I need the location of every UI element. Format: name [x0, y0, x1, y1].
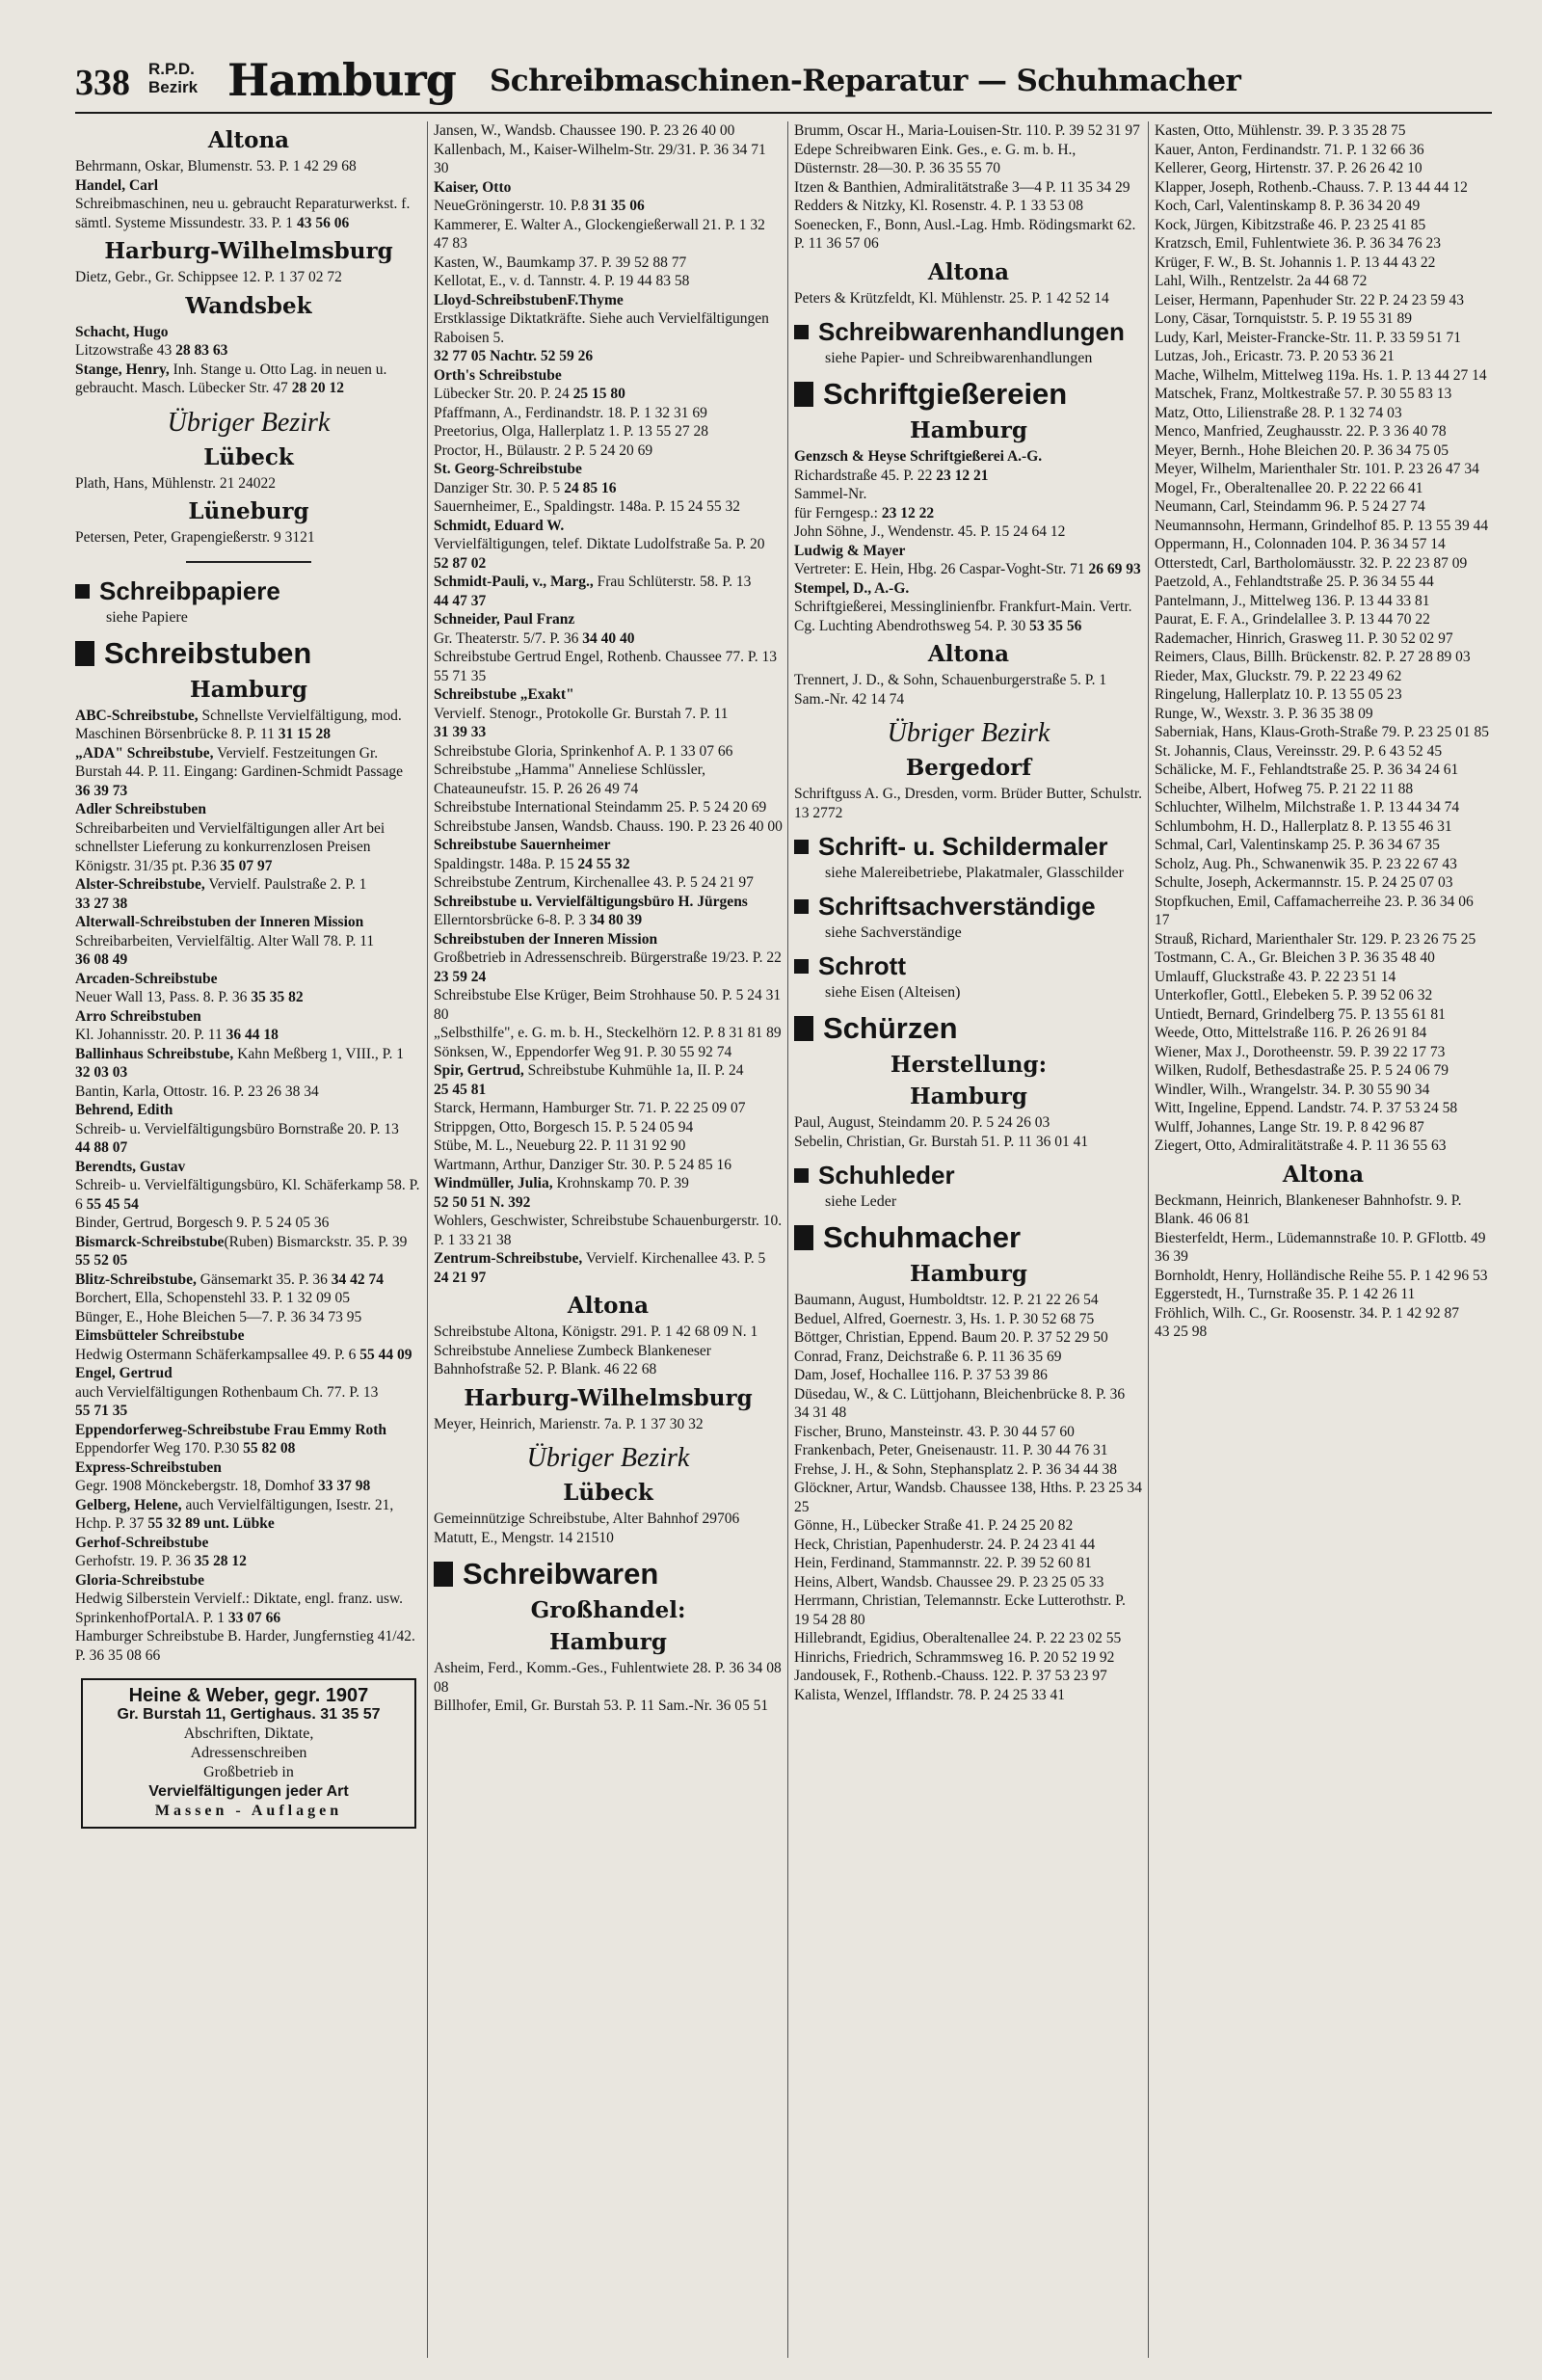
square-bullet-icon [794, 1016, 813, 1041]
divider-rule [186, 561, 311, 563]
entry: Borchert, Ella, Schopenstehl 33. P. 1 32 09 05 [75, 1290, 350, 1306]
entry: Saberniak, Hans, Klaus-Groth-Straße 79. P. 23 25 01 85 [1155, 724, 1489, 740]
subsection-heading: Herstellung: [890, 1052, 1048, 1078]
entry: Bornholdt, Henry, Holländische Reihe 55. P. 1 42 96 53 [1155, 1267, 1488, 1284]
district-heading: Hamburg [910, 1083, 1027, 1110]
square-bullet-icon [75, 584, 90, 599]
entry: Gelberg, Helene, auch Vervielfältigungen, Isestr. 21, Hchp. P. 37 55 32 89 unt. Lübke [75, 1496, 394, 1532]
ad-line: Massen - Auflagen [154, 1803, 343, 1819]
entry: Eimsbütteler Schreibstube Hedwig Ostermann Schäferkampsallee 49. P. 6 55 44 09 [75, 1327, 412, 1363]
entry: Paetzold, A., Fehlandtstraße 25. P. 36 34 55 44 [1155, 574, 1434, 590]
entry: Wilken, Rudolf, Bethesdastraße 25. P. 5 24 06 79 [1155, 1062, 1449, 1079]
entry: Böttger, Christian, Eppend. Baum 20. P. 37 52 29 50 [794, 1329, 1108, 1346]
square-bullet-icon [75, 641, 94, 666]
entry: Menco, Manfried, Zeughausstr. 22. P. 3 36 40 78 [1155, 423, 1447, 440]
entry: Proctor, H., Bülaustr. 2 P. 5 24 20 69 [434, 441, 653, 459]
entry: Gemeinnützige Schreibstube, Alter Bahnhof 29706 [434, 1511, 740, 1527]
entry: Stempel, D., A.-G. Schriftgießerei, Messinglinienfbr. Frankfurt-Main. Vertr. Cg. Luchting Abendrothsweg 54. P. 30 53 35 56 [794, 579, 1132, 634]
entry: Klapper, Joseph, Rothenb.-Chauss. 7. P. 13 44 44 12 [1155, 178, 1468, 196]
entry: Eggerstedt, H., Turnstraße 35. P. 1 42 26 11 [1155, 1286, 1416, 1302]
entry: Sauernheimer, E., Spaldingstr. 148a. P. 15 24 55 32 [434, 498, 740, 515]
entry: Hamburger Schreibstube B. Harder, Jungfernstieg 41/42. P. 36 35 08 66 [75, 1628, 415, 1664]
entry: Schreibstube Altona, Königstr. 291. P. 1 42 68 09 N. 1 [434, 1324, 758, 1340]
entry: Fröhlich, Wilh. C., Gr. Roosenstr. 34. P. 1 42 92 87 [1155, 1304, 1460, 1322]
entry: Matz, Otto, Lilienstraße 28. P. 1 32 74 03 [1155, 404, 1402, 421]
subsection-heading: Großhandel: [530, 1597, 686, 1623]
entry: Strippgen, Otto, Borgesch 15. P. 5 24 05 94 [434, 1118, 694, 1136]
entry: Redders & Nitzky, Kl. Rosenstr. 4. P. 1 33 53 08 [794, 198, 1083, 214]
entry: „ADA" Schreibstube, Vervielf. Festzeitungen Gr. Burstah 44. P. 11. Eingang: Gardinen-Schmidt Passage 36 39 73 [75, 744, 403, 799]
entry: Dietz, Gebr., Gr. Schippsee 12. P. 1 37 02 72 [75, 269, 342, 285]
entry: St. Johannis, Claus, Vereinsstr. 29. P. 6 43 52 45 [1155, 742, 1443, 760]
entry: Gönne, H., Lübecker Straße 41. P. 24 25 20 82 [794, 1517, 1074, 1534]
ad-title: Heine & Weber, gegr. 1907 [128, 1685, 369, 1706]
entry: Adler Schreibstuben Schreibarbeiten und Vervielfältigungen aller Art bei schnellster Lieferung zu konkurrenzlosen Preisen Königstr. 31/35 pt. P.36 35 07 97 [75, 801, 386, 874]
entry: Witt, Ingeline, Eppend. Landstr. 74. P. 37 53 24 58 [1155, 1100, 1458, 1116]
entry: Behrmann, Oskar, Blumenstr. 53. P. 1 42 29 68 [75, 158, 357, 174]
entry: Schriftguss A. G., Dresden, vorm. Brüder Butter, Schulstr. 13 2772 [794, 786, 1143, 821]
entry: „Selbsthilfe", e. G. m. b. H., Steckelhörn 12. P. 8 31 81 89 [434, 1025, 782, 1041]
entry: Kalista, Wenzel, Ifflandstr. 78. P. 24 25 33 41 [794, 1686, 1066, 1703]
entry: Krüger, F. W., B. St. Johannis 1. P. 13 44 43 22 [1155, 254, 1436, 271]
section-heading: Schreibwarenhandlungen [794, 317, 1143, 347]
section-heading: Schriftgießereien [794, 377, 1143, 412]
section-heading: Schuhleder [794, 1161, 1143, 1190]
district-heading: Hamburg [910, 1261, 1027, 1287]
entry: Kock, Jürgen, Kibitzstraße 46. P. 23 25 41 85 [1155, 216, 1426, 233]
rpd-label: R.P.D. Bezirk [148, 60, 199, 96]
entry: Gloria-Schreibstube Hedwig Silberstein Vervielf.: Diktate, engl. franz. usw. SprinkenhofPortalA. P. 1 33 07 66 [75, 1571, 404, 1626]
entry: Gerhof-Schreibstube Gerhofstr. 19. P. 36 35 28 12 [75, 1534, 247, 1569]
entry: Schluchter, Wilhelm, Milchstraße 1. P. 13 44 34 74 [1155, 799, 1460, 816]
entry: Ludwig & Mayer Vertreter: E. Hein, Hbg. 26 Caspar-Voght-Str. 71 26 69 93 [794, 542, 1141, 577]
entry: Herrmann, Christian, Telemannstr. Ecke Lutterothstr. P. 19 54 28 80 [794, 1592, 1126, 1628]
entry: Schreibstube Zentrum, Kirchenallee 43. P. 5 24 21 97 [434, 874, 754, 891]
entry: 43 25 98 [1155, 1324, 1208, 1340]
section-heading: Schriftsachverständige [794, 892, 1143, 922]
square-bullet-icon [794, 1225, 813, 1250]
entry: Scholz, Aug. Ph., Schwanenwik 35. P. 23 22 67 43 [1155, 855, 1457, 872]
entry: Plath, Hans, Mühlenstr. 21 24022 [75, 474, 276, 492]
entry: Billhofer, Emil, Gr. Burstah 53. P. 11 Sam.-Nr. 36 05 51 [434, 1698, 769, 1714]
entry: ABC-Schreibstube, Schnellste Vervielfältigung, mod. Maschinen Börsenbrücke 8. P. 11 31 15 28 [75, 707, 402, 742]
entry: Stopfkuchen, Emil, Caffamacherreihe 23. P. 36 34 06 17 [1155, 893, 1474, 928]
entry: Schreibstube „Exakt" Vervielf. Stenogr., Protokolle Gr. Burstah 7. P. 11 31 39 33 [434, 686, 729, 740]
entry: Trennert, J. D., & Sohn, Schauenburgerstraße 5. P. 1 Sam.-Nr. 42 14 74 [794, 672, 1107, 708]
entry: Engel, Gertrud auch Vervielfältigungen Rothenbaum Ch. 77. P. 13 55 71 35 [75, 1365, 379, 1419]
column-2 [434, 121, 783, 2358]
entry: Kellerer, Georg, Hirtenstr. 37. P. 26 26 42 10 [1155, 160, 1422, 176]
entry: Schreibstube Sauernheimer Spaldingstr. 148a. P. 15 24 55 32 [434, 837, 630, 872]
column-divider [427, 121, 428, 2358]
district-heading: Hamburg [549, 1629, 667, 1655]
town-heading: Lübeck [203, 443, 294, 470]
entry: Meyer, Bernh., Hohe Bleichen 20. P. 36 34 75 05 [1155, 441, 1449, 459]
square-bullet-icon [794, 325, 809, 339]
section-heading: Schreibstuben [75, 636, 422, 671]
entry: Kallenbach, M., Kaiser-Wilhelm-Str. 29/31. P. 36 34 71 30 [434, 141, 766, 176]
square-bullet-icon [794, 382, 813, 407]
entry: Reimers, Claus, Billh. Brückenstr. 82. P. 27 28 89 03 [1155, 649, 1471, 665]
entry: Heck, Christian, Papenhuderstr. 24. P. 24 23 41 44 [794, 1536, 1096, 1553]
section-heading: Schuhmacher [794, 1220, 1143, 1255]
entry: Oppermann, H., Colonnaden 104. P. 36 34 57 14 [1155, 536, 1446, 552]
entry: Conrad, Franz, Deichstraße 6. P. 11 36 35 69 [794, 1348, 1062, 1365]
entry: Schreibstube Gloria, Sprinkenhof A. P. 1 33 07 66 [434, 742, 733, 760]
entry: Blitz-Schreibstube, Gänsemarkt 35. P. 36 34 42 74 [75, 1270, 385, 1288]
square-bullet-icon [794, 899, 809, 914]
entry: Stübe, M. L., Neueburg 22. P. 11 31 92 90 [434, 1137, 686, 1154]
page-header [75, 54, 1492, 114]
entry: Koch, Carl, Valentinskamp 8. P. 36 34 20 49 [1155, 198, 1421, 214]
section-heading: Schrott [794, 951, 1143, 981]
ad-line: Abschriften, Diktate, [183, 1725, 314, 1742]
entry: Kauer, Anton, Ferdinandstr. 71. P. 1 32 66 36 [1155, 141, 1424, 158]
column-divider [787, 121, 788, 2358]
district-heading: Altona [207, 127, 290, 153]
entry: Zentrum-Schreibstube, Vervielf. Kirchenallee 43. P. 5 24 21 97 [434, 1250, 766, 1286]
section-heading: Schürzen [794, 1011, 1143, 1046]
entry: Orth's Schreibstube Lübecker Str. 20. P. 24 25 15 80 [434, 366, 625, 402]
entry: Wulff, Johannes, Lange Str. 19. P. 8 42 96 87 [1155, 1118, 1424, 1136]
see-also: siehe Eisen (Alteisen) [825, 984, 961, 1001]
district-heading: Hamburg [190, 676, 307, 703]
entry: Kammerer, E. Walter A., Glockengießerwall 21. P. 1 32 47 83 [434, 216, 765, 252]
section-heading: Schreibwaren [434, 1557, 783, 1591]
see-also: siehe Papiere [106, 608, 188, 626]
see-also: siehe Sachverständige [825, 924, 962, 941]
entry: Bünger, E., Hohe Bleichen 5—7. P. 36 34 73 95 [75, 1308, 362, 1325]
entry: Schmidt-Pauli, v., Marg., Frau Schlüterstr. 58. P. 13 44 47 37 [434, 574, 752, 609]
entry: Kellotat, E., v. d. Tannstr. 4. P. 19 44 83 58 [434, 273, 690, 289]
entry: Schneider, Paul Franz Gr. Theaterstr. 5/7. P. 36 34 40 40 [434, 611, 635, 647]
entry: Schreibstube Else Krüger, Beim Strohhause 50. P. 5 24 31 80 [434, 987, 782, 1023]
entry: Otterstedt, Carl, Bartholomäusstr. 32. P. 22 23 87 09 [1155, 554, 1468, 572]
entry: Schreibstube Anneliese Zumbeck Blankeneser Bahnhofstraße 52. P. Blank. 46 22 68 [434, 1342, 711, 1377]
town-heading: Bergedorf [905, 755, 1032, 781]
entry: Starck, Hermann, Hamburger Str. 71. P. 22 25 09 07 [434, 1100, 746, 1116]
entry: Alterwall-Schreibstuben der Inneren Mission Schreibarbeiten, Vervielfältig. Alter Wall 78. P. 11 36 08 49 [75, 914, 375, 968]
entry: Ludy, Karl, Meister-Francke-Str. 11. P. 33 59 51 71 [1155, 329, 1461, 346]
entry: Express-Schreibstuben Gegr. 1908 Mönckebergstr. 18, Domhof 33 37 98 [75, 1458, 371, 1494]
page-title: Schreibmaschinen-Reparatur — Schuhmacher [490, 64, 1241, 98]
entry: Frehse, J. H., & Sohn, Stephansplatz 2. P. 36 34 44 38 [794, 1460, 1117, 1478]
entry: St. Georg-Schreibstube Danziger Str. 30. P. 5 24 85 16 [434, 461, 617, 496]
district-heading: Übriger Bezirk [526, 1443, 690, 1473]
entry: Glöckner, Artur, Wandsb. Chaussee 138, Hths. P. 23 25 34 25 [794, 1480, 1143, 1515]
entry: Baumann, August, Humboldtstr. 12. P. 21 22 26 54 [794, 1292, 1099, 1308]
entry: Umlauff, Gluckstraße 43. P. 22 23 51 14 [1155, 968, 1396, 985]
entry: Schälicke, M. F., Fehlandtstraße 25. P. 36 34 24 61 [1155, 762, 1459, 778]
entry: Binder, Gertrud, Borgesch 9. P. 5 24 05 36 [75, 1215, 330, 1231]
see-also: siehe Papier- und Schreibwarenhandlungen [825, 350, 1093, 366]
entry: Hillebrandt, Egidius, Oberaltenallee 24. P. 22 23 02 55 [794, 1630, 1122, 1646]
entry: Fischer, Bruno, Mansteinstr. 43. P. 30 44 57 60 [794, 1423, 1075, 1440]
entry: Genzsch & Heyse Schriftgießerei A.-G. Richardstraße 45. P. 22 23 12 21 Sammel-Nr. für Ferngesp.: 23 12 22 [794, 448, 1043, 521]
entry: Kratzsch, Emil, Fuhlentwiete 36. P. 36 34 76 23 [1155, 235, 1442, 252]
entry: John Söhne, J., Wendenstr. 45. P. 15 24 64 12 [794, 523, 1066, 540]
entry: Petersen, Peter, Grapengießerstr. 9 3121 [75, 529, 315, 546]
advertisement-box [81, 1678, 416, 1829]
entry: Schreibstuben der Inneren Mission Großbetrieb in Adressenschreib. Bürgerstraße 19/23. P. 22 23 59 24 [434, 930, 782, 985]
entry: Tostmann, C. A., Gr. Bleichen 3 P. 36 35 48 40 [1155, 949, 1435, 966]
entry: Heins, Albert, Wandsb. Chaussee 29. P. 23 25 05 33 [794, 1573, 1104, 1591]
entry: Dam, Josef, Hochallee 116. P. 37 53 39 86 [794, 1367, 1048, 1383]
see-also: siehe Leder [825, 1193, 897, 1210]
entry: Schlumbohm, H. D., Hallerplatz 8. P. 13 55 46 31 [1155, 817, 1452, 835]
entry: Itzen & Banthien, Admiralitätstraße 3—4 P. 11 35 34 29 [794, 178, 1130, 196]
entry: Hinrichs, Friedrich, Schrammsweg 16. P. 20 52 19 92 [794, 1648, 1115, 1666]
entry: Unterkofler, Gottl., Elebeken 5. P. 39 52 06 32 [1155, 987, 1433, 1003]
column-divider [1148, 121, 1149, 2358]
ad-line: Großbetrieb in [203, 1764, 294, 1780]
district-heading: Altona [927, 258, 1010, 285]
entry: Lutzas, Joh., Ericastr. 73. P. 20 53 36 21 [1155, 348, 1395, 364]
entry: Ringelung, Hallerplatz 10. P. 13 55 05 23 [1155, 686, 1402, 703]
entry: Schreibstube Gertrud Engel, Rothenb. Chaussee 77. P. 13 55 71 35 [434, 649, 778, 684]
section-heading: Schreibpapiere [75, 576, 422, 606]
entry: Alster-Schreibstube, Vervielf. Paulstraße 2. P. 1 33 27 38 [75, 876, 367, 912]
entry: Neumannsohn, Hermann, Grindelhof 85. P. 13 55 39 44 [1155, 517, 1489, 534]
entry: Berendts, Gustav Schreib- u. Vervielfältigungsbüro, Kl. Schäferkamp 58. P. 6 55 45 54 [75, 1158, 420, 1213]
entry: Matschek, Franz, Moltkestraße 57. P. 30 55 83 13 [1155, 386, 1452, 402]
entry: Rieder, Max, Gluckstr. 79. P. 22 23 49 62 [1155, 667, 1402, 684]
entry: Wartmann, Arthur, Danziger Str. 30. P. 5 24 85 16 [434, 1156, 731, 1173]
column-1 [75, 121, 422, 2358]
entry: Arcaden-Schreibstube Neuer Wall 13, Pass. 8. P. 36 35 35 82 [75, 970, 304, 1005]
entry: Wohlers, Geschwister, Schreibstube Schauenburgerstr. 10. P. 1 33 21 38 [434, 1213, 783, 1248]
entry: Schmidt, Eduard W. Vervielfältigungen, telef. Diktate Ludolfstraße 5a. P. 20 52 87 02 [434, 517, 765, 572]
entry: Brumm, Oscar H., Maria-Louisen-Str. 110. P. 39 52 31 97 [794, 122, 1140, 139]
section-heading: Schrift- u. Schildermaler [794, 832, 1143, 862]
square-bullet-icon [434, 1562, 453, 1587]
entry: Spir, Gertrud, Schreibstube Kuhmühle 1a, II. P. 24 25 45 81 [434, 1062, 744, 1098]
entry: Lloyd-SchreibstubenF.Thyme Erstklassige Diktatkräfte. Siehe auch Vervielfältigungen Raboisen 5. 32 77 05 Nachtr. 52 59 26 [434, 291, 769, 364]
entry: Eppendorferweg-Schreibstube Frau Emmy Roth Eppendorfer Weg 170. P.30 55 82 08 [75, 1421, 387, 1457]
entry: Weede, Otto, Mittelstraße 116. P. 26 26 91 84 [1155, 1025, 1427, 1041]
entry: Jandousek, F., Rothenb.-Chauss. 122. P. 37 53 23 97 [794, 1668, 1107, 1684]
entry: Kasten, W., Baumkamp 37. P. 39 52 88 77 [434, 254, 687, 271]
entry: Paurat, E. F. A., Grindelallee 3. P. 13 44 70 22 [1155, 611, 1430, 628]
entry: Meyer, Heinrich, Marienstr. 7a. P. 1 37 30 32 [434, 1415, 704, 1432]
entry: Asheim, Ferd., Komm.-Ges., Fuhlentwiete 28. P. 36 34 08 08 [434, 1660, 782, 1696]
entry: Pfaffmann, A., Ferdinandstr. 18. P. 1 32 31 69 [434, 404, 707, 421]
entry: Untiedt, Bernard, Grindelberg 75. P. 13 55 61 81 [1155, 1005, 1446, 1023]
entry: Handel, Carl Schreibmaschinen, neu u. gebraucht Reparaturwerkst. f. sämtl. Systeme Missundestr. 33. P. 1 43 56 06 [75, 176, 411, 231]
square-bullet-icon [794, 1168, 809, 1183]
entry: Mache, Wilhelm, Mittelweg 119a. Hs. 1. P. 13 44 27 14 [1155, 366, 1487, 384]
entry: Scheibe, Albert, Hofweg 75. P. 21 22 11 88 [1155, 780, 1414, 797]
entry: Jansen, W., Wandsb. Chaussee 190. P. 23 26 40 00 [434, 122, 735, 139]
entry: Bantin, Karla, Ottostr. 16. P. 23 26 38 34 [75, 1083, 319, 1100]
entry: Ballinhaus Schreibstube, Kahn Meßberg 1, VIII., P. 1 32 03 03 [75, 1045, 405, 1081]
entry: Beckmann, Heinrich, Blankeneser Bahnhofstr. 9. P. Blank. 46 06 81 [1155, 1191, 1462, 1227]
district-heading: Altona [927, 641, 1010, 667]
district-heading: Übriger Bezirk [887, 718, 1050, 748]
entry: Beduel, Alfred, Goernestr. 3, Hs. 1. P. 30 52 68 75 [794, 1310, 1095, 1327]
district-heading: Altona [567, 1293, 650, 1319]
town-heading: Lüneburg [188, 498, 309, 524]
entry: Schreibstube „Hamma" Anneliese Schlüssler, Chateauneufstr. 15. P. 26 26 49 74 [434, 762, 706, 797]
entry: Neumann, Carl, Steindamm 96. P. 5 24 27 74 [1155, 498, 1425, 515]
entry: Hein, Ferdinand, Stammannstr. 22. P. 39 52 60 81 [794, 1555, 1092, 1571]
entry: Preetorius, Olga, Hallerplatz 1. P. 13 55 27 28 [434, 423, 708, 440]
town-heading: Lübeck [563, 1480, 653, 1506]
entry: Matutt, E., Mengstr. 14 21510 [434, 1529, 614, 1546]
district-heading: Übriger Bezirk [167, 407, 331, 438]
entry: Soenecken, F., Bonn, Ausl.-Lag. Hmb. Rödingsmarkt 62. P. 11 36 57 06 [794, 216, 1136, 252]
entry: Mogel, Fr., Oberaltenallee 20. P. 22 22 66 41 [1155, 479, 1423, 496]
entry: Behrend, Edith Schreib- u. Vervielfältigungsbüro Bornstraße 20. P. 13 44 88 07 [75, 1102, 399, 1156]
entry: Lony, Cäsar, Tornquiststr. 5. P. 19 55 31 89 [1155, 310, 1412, 327]
entry: Schulte, Joseph, Ackermannstr. 15. P. 24 25 07 03 [1155, 874, 1453, 891]
entry: Edepe Schreibwaren Eink. Ges., e. G. m. b. H., Düsternstr. 28—30. P. 36 35 55 70 [794, 141, 1077, 176]
entry: Schreibstube Jansen, Wandsb. Chauss. 190. P. 23 26 40 00 [434, 817, 783, 835]
entry: Sebelin, Christian, Gr. Burstah 51. P. 11 36 01 41 [794, 1133, 1089, 1150]
entry: Schmal, Carl, Valentinskamp 25. P. 36 34 67 35 [1155, 837, 1440, 853]
entry: Biesterfeldt, Herm., Lüdemannstraße 10. P. GFlottb. 49 36 39 [1155, 1229, 1486, 1265]
entry: Runge, W., Wexstr. 3. P. 36 35 38 09 [1155, 705, 1373, 722]
column-4 [1155, 121, 1492, 2358]
entry: Peters & Krützfeldt, Kl. Mühlenstr. 25. P. 1 42 52 14 [794, 289, 1109, 307]
entry: Lahl, Wilh., Rentzelstr. 2a 44 68 72 [1155, 273, 1368, 289]
entry: Arro Schreibstuben Kl. Johannisstr. 20. P. 11 36 44 18 [75, 1007, 279, 1043]
square-bullet-icon [794, 959, 809, 974]
entry: Windmüller, Julia, Krohnskamp 70. P. 39 52 50 51 N. 392 [434, 1175, 689, 1211]
district-heading: Harburg-Wilhelmsburg [464, 1384, 753, 1411]
entry: Wiener, Max J., Dorotheenstr. 59. P. 39 22 17 73 [1155, 1043, 1446, 1060]
entry: Strauß, Richard, Marienthaler Str. 129. P. 23 26 75 25 [1155, 930, 1476, 948]
entry: Frankenbach, Peter, Gneisenaustr. 11. P. 30 44 76 31 [794, 1442, 1108, 1458]
ad-address: Gr. Burstah 11, Gertighaus. 31 35 57 [117, 1706, 381, 1723]
entry: Ziegert, Otto, Admiralitätstraße 4. P. 11 36 55 63 [1155, 1137, 1447, 1154]
ad-line: Vervielfältigungen jeder Art [148, 1783, 349, 1800]
district-heading: Altona [1282, 1161, 1365, 1188]
entry: Düsedau, W., & C. Lüttjohann, Bleichenbrücke 8. P. 36 34 31 48 [794, 1385, 1126, 1421]
entry: Kasten, Otto, Mühlenstr. 39. P. 3 35 28 75 [1155, 122, 1406, 139]
entry: Leiser, Hermann, Papenhuder Str. 22 P. 24 23 59 43 [1155, 291, 1464, 308]
entry: Paul, August, Steindamm 20. P. 5 24 26 03 [794, 1114, 1050, 1131]
district-heading: Harburg-Wilhelmsburg [104, 238, 393, 264]
entry: Sönksen, W., Eppendorfer Weg 91. P. 30 55 92 74 [434, 1043, 732, 1060]
see-also: siehe Malereibetriebe, Plakatmaler, Glasschilder [825, 865, 1124, 881]
columns [75, 121, 1492, 2358]
ad-line: Adressenschreiben [190, 1745, 307, 1761]
entry: Windler, Wilh., Wrangelstr. 34. P. 30 55 90 34 [1155, 1081, 1430, 1098]
square-bullet-icon [794, 840, 809, 854]
city-title: Hamburg [227, 54, 456, 106]
entry: Bismarck-Schreibstube(Ruben) Bismarckstr. 35. P. 39 55 52 05 [75, 1233, 408, 1269]
entry: Schacht, Hugo Litzowstraße 43 28 83 63 [75, 323, 228, 359]
entry: Pantelmann, J., Mittelweg 136. P. 13 44 33 81 [1155, 592, 1430, 609]
district-heading: Wandsbek [185, 292, 312, 319]
page-number: 338 [75, 63, 130, 103]
entry: Meyer, Wilhelm, Marienthaler Str. 101. P. 23 26 47 34 [1155, 461, 1479, 477]
district-heading: Hamburg [910, 417, 1027, 443]
entry: Schreibstube International Steindamm 25. P. 5 24 20 69 [434, 799, 767, 816]
entry: Stange, Henry, Inh. Stange u. Otto Lag. in neuen u. gebraucht. Masch. Lübecker Str. 47 28 20 12 [75, 361, 387, 396]
entry: Rademacher, Hinrich, Grasweg 11. P. 30 52 02 97 [1155, 629, 1453, 647]
entry: Kaiser, Otto NeueGröningerstr. 10. P.8 31 35 06 [434, 178, 645, 214]
entry: Schreibstube u. Vervielfältigungsbüro H. Jürgens Ellerntorsbrücke 6-8. P. 3 34 80 39 [434, 893, 748, 928]
column-3 [794, 121, 1143, 2358]
